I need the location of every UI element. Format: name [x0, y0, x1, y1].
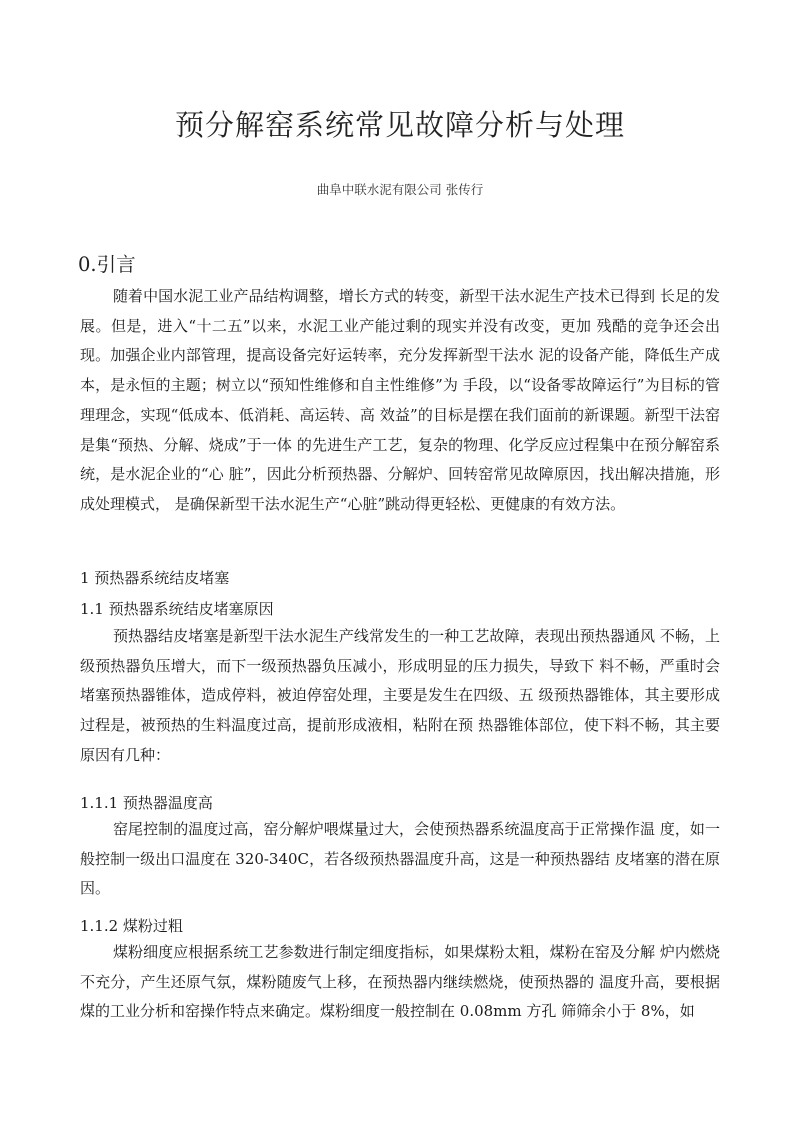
paragraph-1-1-2: 煤粉细度应根据系统工艺参数进行制定细度指标，如果煤粉太粗，煤粉在窑及分解 炉内燃烧不充分，产生还原气氛，煤粉随废气上移，在预热器内继续燃烧，使预热器的 温度升高，要根据煤的工业分析和窑操作特点来确定。煤粉细度一般控制在 0.08mm 方孔 筛筛余小于 8%，如 [80, 943, 720, 1021]
author-line: 曲阜中联水泥有限公司 张传行 [316, 182, 484, 197]
section-heading-1-1: 1.1 预热器系统结皮堵塞原因 [80, 600, 274, 618]
section-heading-introduction: 0.引言 [78, 253, 136, 276]
section-heading-1-1-2: 1.1.2 煤粉过粗 [80, 917, 183, 935]
section-heading-1-1-1: 1.1.1 预热器温度高 [80, 794, 213, 812]
paragraph-1-1: 预热器结皮堵塞是新型干法水泥生产线常发生的一种工艺故障，表现出预热器通风 不畅，上级预热器负压增大，而下一级预热器负压减小，形成明显的压力损失，导致下 料不畅，严重时会堵塞预热器锥体，造成停料，被迫停窑处理，主要是发生在四级、五 级预热器锥体，其主要形成过程是，被预热的生料温度过高，提前形成液相，粘附在预 热器锥体部位，使下料不畅，其主要原因有几种： [80, 627, 720, 764]
paragraph-1-1-1: 窑尾控制的温度过高，窑分解炉喂煤量过大，会使预热器系统温度高于正常操作温 度，如一般控制一级出口温度在 320-340C，若各级预热器温度升高，这是一种预热器结 皮堵塞的潜在原因。 [80, 820, 720, 898]
section-heading-1: 1 预热器系统结皮堵塞 [80, 569, 230, 587]
document-title: 预分解窑系统常见故障分析与处理 [174, 108, 625, 142]
intro-paragraph: 随着中国水泥工业产品结构调整，增长方式的转变，新型干法水泥生产技术已得到 长足的发展。但是，进入“十二五”以来，水泥工业产能过剩的现实并没有改变，更加 残酷的竞争还会出现。加强企业内部管理，提高设备完好运转率，充分发挥新型干法水 泥的设备产能，降低生产成本，是永恒的主题；树立以“预知性维修和自主性维修”为 手段，以“设备零故障运行”为目标的管理理念，实现“低成本、低消耗、高运转、高 效益”的目标是摆在我们面前的新课题。新型干法窑是集“预热、分解、烧成”于一体 的先进生产工艺，复杂的物理、化学反应过程集中在预分解窑系统，是水泥企业的“心 脏”，因此分析预热器、分解炉、回转窑常见故障原因，找出解决措施，形成处理模式， 是确保新型干法水泥生产“心脏”跳动得更轻松、更健康的有效方法。 [80, 287, 720, 513]
